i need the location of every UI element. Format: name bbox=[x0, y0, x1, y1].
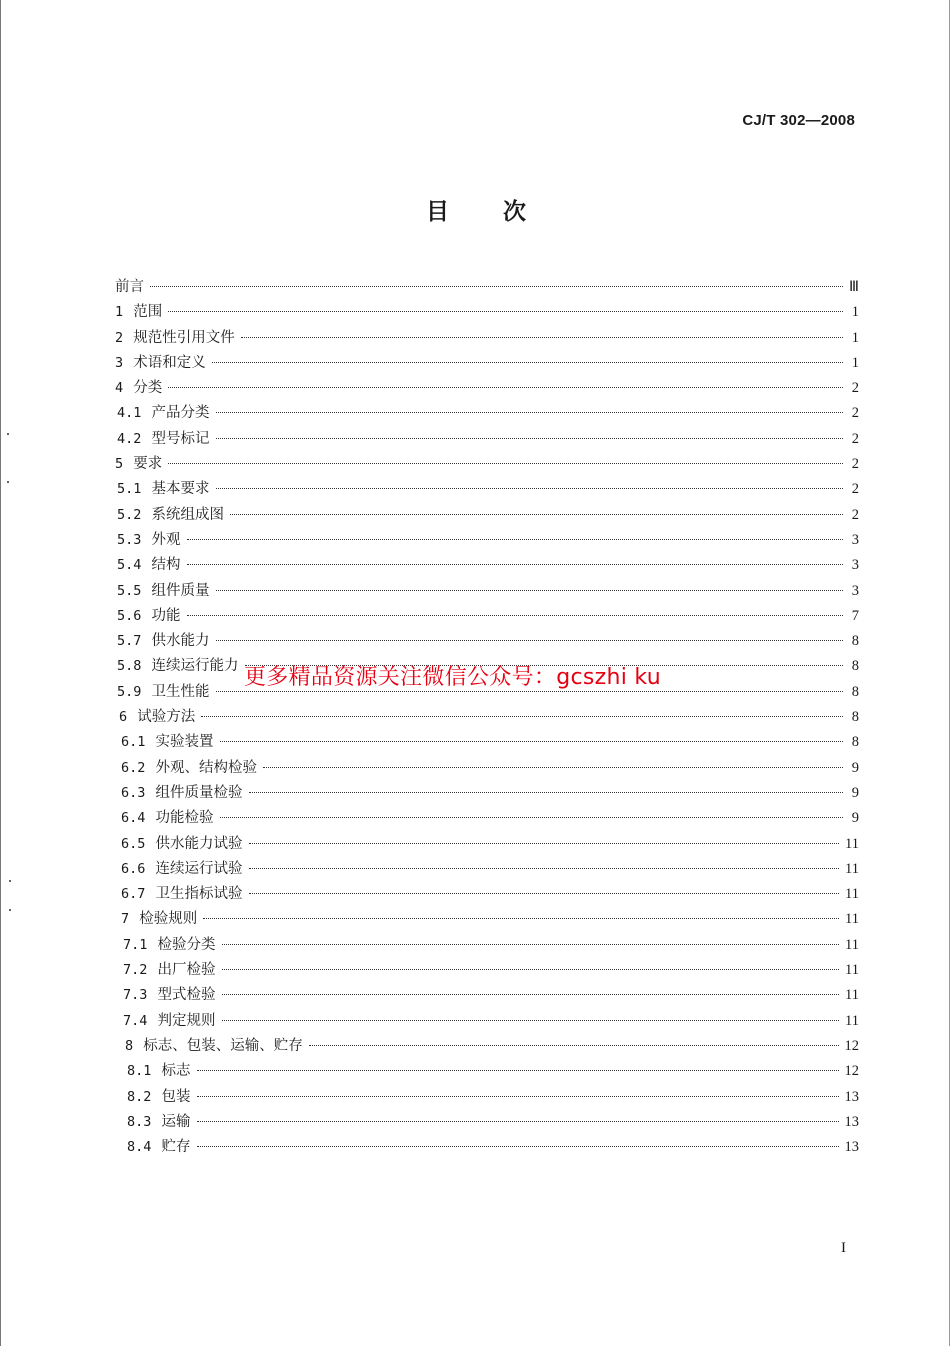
toc-dot-leader bbox=[222, 969, 840, 970]
toc-entry-label: 基本要求 bbox=[151, 481, 210, 498]
toc-entry-page: 12 bbox=[844, 1063, 859, 1080]
toc-dot-leader bbox=[222, 994, 840, 995]
toc-entry-label: 组件质量 bbox=[151, 582, 210, 599]
toc-entry-number: 6.7 bbox=[121, 886, 146, 903]
toc-entry-label: 规范性引用文件 bbox=[133, 329, 235, 346]
toc-dot-leader bbox=[222, 944, 840, 945]
toc-entry-page: 11 bbox=[845, 962, 859, 979]
toc-entry-number: 5.8 bbox=[117, 658, 142, 675]
toc-entry-number: 5.4 bbox=[117, 557, 142, 574]
toc-entry bbox=[115, 629, 859, 654]
toc-entry-label: 标志、包装、运输、贮存 bbox=[143, 1037, 303, 1054]
toc-entry-label: 卫生指标试验 bbox=[155, 886, 243, 903]
toc-entry-number: 7 bbox=[121, 911, 130, 928]
toc-entry-page: 2 bbox=[851, 430, 859, 447]
toc-entry bbox=[115, 882, 859, 907]
toc-entry-page: 7 bbox=[851, 607, 859, 624]
toc-entry bbox=[115, 376, 859, 401]
toc-entry-label: 组件质量检验 bbox=[155, 784, 243, 801]
toc-dot-leader bbox=[197, 1146, 839, 1147]
toc-entry-page: 13 bbox=[844, 1113, 859, 1130]
toc-entry-label: 结构 bbox=[151, 557, 181, 574]
toc-entry-page: 13 bbox=[844, 1139, 859, 1156]
toc-dot-leader bbox=[168, 387, 843, 388]
toc-entry-number: 5.7 bbox=[117, 633, 142, 650]
toc-entry bbox=[115, 604, 859, 629]
toc-entry-number: 1 bbox=[115, 304, 124, 321]
toc-entry-page: 9 bbox=[851, 784, 859, 801]
toc-entry-number: 6.4 bbox=[121, 810, 146, 827]
toc-entry-number: 2 bbox=[115, 329, 124, 346]
toc-entry bbox=[115, 1085, 859, 1110]
toc-entry-label: 出厂检验 bbox=[157, 962, 216, 979]
toc-entry-page: 8 bbox=[851, 633, 859, 650]
toc-entry bbox=[115, 1034, 859, 1059]
toc-entry-label: 供水能力试验 bbox=[155, 835, 243, 852]
toc-dot-leader bbox=[241, 337, 843, 338]
toc-entry-label: 检验规则 bbox=[139, 911, 198, 928]
toc-dot-leader bbox=[216, 488, 843, 489]
toc-entry-label: 贮存 bbox=[161, 1139, 191, 1156]
toc-dot-leader bbox=[197, 1096, 839, 1097]
toc-dot-leader bbox=[309, 1045, 839, 1046]
toc-dot-leader bbox=[168, 311, 843, 312]
toc-entry-label: 实验装置 bbox=[155, 734, 214, 751]
toc-entry-label: 系统组成图 bbox=[151, 506, 225, 523]
watermark-text: 更多精品资源关注微信公众号：gcszhi ku bbox=[244, 665, 662, 690]
toc-entry-page: 8 bbox=[851, 658, 859, 675]
toc-entry-page: 2 bbox=[851, 456, 859, 473]
toc-entry-page: 8 bbox=[851, 734, 859, 751]
toc-entry-number: 6.5 bbox=[121, 835, 146, 852]
toc-entry-page: 1 bbox=[851, 354, 859, 371]
toc-entry bbox=[115, 477, 859, 502]
toc-entry-number: 5.3 bbox=[117, 531, 142, 548]
toc-entry-label: 标志 bbox=[161, 1063, 191, 1080]
toc-entry-page: 8 bbox=[851, 709, 859, 726]
toc-entry-number: 3 bbox=[115, 354, 124, 371]
toc-entry-page: 12 bbox=[844, 1037, 859, 1054]
toc-entry-label: 连续运行试验 bbox=[155, 860, 243, 877]
toc-dot-leader bbox=[220, 817, 843, 818]
toc-dot-leader bbox=[249, 792, 843, 793]
toc-entry-label: 功能检验 bbox=[155, 810, 214, 827]
toc-entry bbox=[115, 730, 859, 755]
toc-entry-page: 9 bbox=[851, 810, 859, 827]
toc-entry-label: 卫生性能 bbox=[151, 683, 210, 700]
footer-page-number: I bbox=[841, 1240, 846, 1256]
toc-entry-label: 试验方法 bbox=[137, 709, 196, 726]
toc-entry bbox=[115, 806, 859, 831]
toc-dot-leader bbox=[230, 514, 843, 515]
toc-entry-label: 型号标记 bbox=[151, 430, 210, 447]
toc-entry bbox=[115, 756, 859, 781]
toc-entry-page: 11 bbox=[845, 886, 859, 903]
toc-entry-number: 8 bbox=[125, 1037, 134, 1054]
toc-dot-leader bbox=[249, 868, 840, 869]
toc-entry-label: 连续运行能力 bbox=[151, 658, 239, 675]
toc-entry bbox=[115, 401, 859, 426]
toc-entry-page: 11 bbox=[845, 987, 859, 1004]
toc-entry bbox=[115, 705, 859, 730]
toc-entry bbox=[115, 933, 859, 958]
toc-entry bbox=[115, 427, 859, 452]
toc-entry-number: 5.9 bbox=[117, 683, 142, 700]
toc-entry bbox=[115, 503, 859, 528]
toc-entry-number: 5.1 bbox=[117, 481, 142, 498]
toc-entry-number: 7.4 bbox=[123, 1012, 148, 1029]
toc-entry-page: 8 bbox=[851, 683, 859, 700]
toc-entry bbox=[115, 528, 859, 553]
scan-speck bbox=[7, 481, 9, 483]
toc-entry bbox=[115, 1135, 859, 1160]
toc-entry-page: Ⅲ bbox=[849, 279, 859, 295]
toc-entry-page: 3 bbox=[851, 557, 859, 574]
toc-dot-leader bbox=[197, 1121, 839, 1122]
toc-entry-page: 2 bbox=[851, 481, 859, 498]
toc-entry bbox=[115, 1009, 859, 1034]
toc-entry-number: 5 bbox=[115, 456, 124, 473]
toc-entry bbox=[115, 452, 859, 477]
toc-dot-leader bbox=[216, 412, 843, 413]
toc-entry bbox=[115, 1110, 859, 1135]
toc-entry-number: 6 bbox=[119, 709, 128, 726]
toc-entry-page: 11 bbox=[845, 936, 859, 953]
toc-entry-page: 13 bbox=[844, 1088, 859, 1105]
toc-entry bbox=[115, 553, 859, 578]
toc-dot-leader bbox=[201, 716, 843, 717]
toc-entry-label: 前言 bbox=[115, 279, 144, 295]
toc-entry-label: 供水能力 bbox=[151, 633, 210, 650]
toc-entry bbox=[115, 958, 859, 983]
toc-entry-page: 2 bbox=[851, 380, 859, 397]
toc-entry-number: 8.3 bbox=[127, 1113, 152, 1130]
toc-entry bbox=[115, 579, 859, 604]
toc-entry-number: 6.6 bbox=[121, 860, 146, 877]
scan-speck bbox=[7, 433, 9, 435]
toc-dot-leader bbox=[203, 918, 839, 919]
toc-dot-leader bbox=[168, 463, 843, 464]
toc-entry-number: 7.2 bbox=[123, 962, 148, 979]
toc-entry bbox=[115, 1059, 859, 1084]
toc-dot-leader bbox=[150, 286, 843, 287]
toc-dot-leader bbox=[220, 741, 843, 742]
toc-entry-number: 5.5 bbox=[117, 582, 142, 599]
toc-entry-label: 术语和定义 bbox=[133, 354, 206, 371]
toc-entry-page: 11 bbox=[845, 835, 859, 852]
toc-entry-label: 范围 bbox=[133, 304, 163, 321]
toc-entry bbox=[115, 326, 859, 351]
toc-entry-page: 11 bbox=[845, 911, 859, 928]
toc-entry-number: 4 bbox=[115, 380, 124, 397]
toc-entry-number: 6.1 bbox=[121, 734, 146, 751]
toc-entry bbox=[115, 832, 859, 857]
toc-entry-label: 要求 bbox=[133, 456, 163, 473]
toc-entry-label: 外观、结构检验 bbox=[155, 759, 258, 776]
toc-entry-number: 8.1 bbox=[127, 1063, 152, 1080]
toc-entry-number: 8.4 bbox=[127, 1139, 152, 1156]
toc-entry-label: 判定规则 bbox=[157, 1012, 216, 1029]
toc-entry-number: 6.2 bbox=[121, 759, 146, 776]
toc-entry-page: 3 bbox=[851, 531, 859, 548]
toc-entry bbox=[115, 351, 859, 376]
toc-entry-label: 产品分类 bbox=[151, 405, 210, 422]
toc-entry-number: 4.1 bbox=[117, 405, 142, 422]
toc-entry-page: 1 bbox=[851, 304, 859, 321]
toc-dot-leader bbox=[187, 615, 843, 616]
toc-entry-number: 5.6 bbox=[117, 607, 142, 624]
toc-entry bbox=[115, 781, 859, 806]
toc-entry bbox=[115, 983, 859, 1008]
toc-dot-leader bbox=[263, 767, 843, 768]
toc-entry-page: 9 bbox=[851, 759, 859, 776]
toc-entry bbox=[115, 300, 859, 325]
toc-entry-number: 4.2 bbox=[117, 430, 142, 447]
toc-entry-page: 11 bbox=[845, 860, 859, 877]
toc-entry-number: 5.2 bbox=[117, 506, 142, 523]
toc-dot-leader bbox=[249, 893, 840, 894]
toc-dot-leader bbox=[222, 1020, 840, 1021]
toc-dot-leader bbox=[187, 539, 843, 540]
toc-entry bbox=[115, 857, 859, 882]
toc-entry-label: 包装 bbox=[161, 1088, 191, 1105]
standard-code: CJ/T 302—2008 bbox=[742, 112, 855, 129]
table-of-contents bbox=[115, 275, 859, 1160]
toc-entry-number: 7.3 bbox=[123, 987, 148, 1004]
toc-entry-page: 3 bbox=[851, 582, 859, 599]
toc-entry-number: 7.1 bbox=[123, 936, 148, 953]
toc-entry-number: 6.3 bbox=[121, 784, 146, 801]
toc-dot-leader bbox=[216, 438, 843, 439]
toc-entry-number: 8.2 bbox=[127, 1088, 152, 1105]
toc-entry-label: 检验分类 bbox=[157, 936, 216, 953]
toc-entry-label: 分类 bbox=[133, 380, 163, 397]
scan-speck bbox=[9, 880, 11, 882]
toc-entry-label: 型式检验 bbox=[157, 987, 216, 1004]
toc-dot-leader bbox=[216, 590, 843, 591]
page-title: 目次 bbox=[426, 199, 580, 225]
toc-entry-label: 运输 bbox=[161, 1113, 191, 1130]
toc-entry-label: 功能 bbox=[151, 607, 181, 624]
toc-entry-page: 11 bbox=[845, 1012, 859, 1029]
toc-entry-page: 2 bbox=[851, 506, 859, 523]
toc-dot-leader bbox=[187, 564, 843, 565]
toc-dot-leader bbox=[216, 640, 843, 641]
toc-dot-leader bbox=[212, 362, 843, 363]
toc-dot-leader bbox=[249, 843, 840, 844]
toc-entry-page: 2 bbox=[851, 405, 859, 422]
scan-speck bbox=[9, 909, 11, 911]
toc-dot-leader bbox=[197, 1070, 839, 1071]
toc-entry-label: 外观 bbox=[151, 531, 181, 548]
toc-entry bbox=[115, 907, 859, 932]
toc-entry bbox=[115, 275, 859, 300]
toc-entry-page: 1 bbox=[851, 329, 859, 346]
